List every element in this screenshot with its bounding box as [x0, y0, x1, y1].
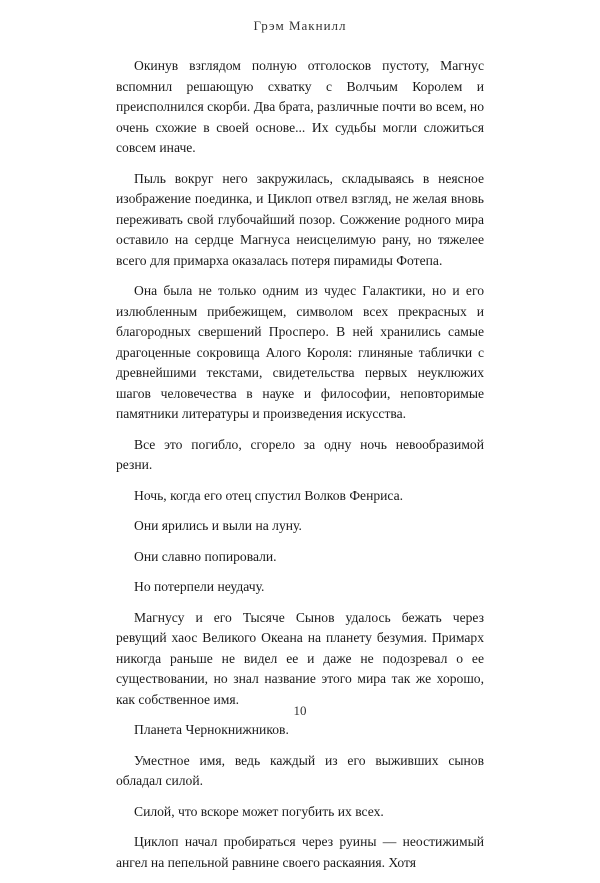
paragraph: Она была не только одним из чудес Галактики, но и его излюбленным прибежищем, символом всех прекрасных и благородных свершений Просперо. В ней хранились самые драгоценные сокровища Алого Короля: глиняные таблички с древнейшими текстами, свидетельства первых неуклюжих шагов человечества в науке и философии, неповторимые памятники литературы и произведения искусства. — [116, 283, 484, 421]
paragraph: Ночь, когда его отец спустил Волков Фенриса. — [134, 487, 404, 503]
paragraph: Но потерпели неудачу. — [134, 579, 265, 594]
paragraph: Они славно попировали. — [134, 548, 277, 564]
running-header: Грэм Макнилл — [253, 18, 347, 33]
paragraph: Циклоп начал пробираться через руины — неостижимый ангел на пепельной равнине своего раскаяния. Хотя — [116, 834, 484, 870]
paragraph: Планета Чернокнижников. — [134, 722, 289, 737]
paragraph: Они ярились и выли на луну. — [134, 518, 302, 533]
paragraph: Все это погибло, сгорело за одну ночь невообразимой резни. — [116, 436, 484, 472]
paragraph: Пыль вокруг него закружилась, складываясь в неясное изображение поединка, и Циклоп отвел взгляд, не желая вновь переживать свой глубочайший позор. Сожжение родного мира оставило на сердце Магнуса неисцелимую рану, но тяжелее всего для примарха оказалась потеря пирамиды Фотепа. — [116, 170, 484, 268]
paragraph: Силой, что вскоре может погубить их всех. — [134, 803, 384, 819]
paragraph: Уместное имя, ведь каждый из его выживших сынов обладал силой. — [116, 752, 484, 788]
paragraph: Окинув взглядом полную отголосков пустоту, Магнус вспомнил решающую схватку с Волчьим Королем и преисполнился скорби. Два брата, различные почти во всем, но очень схожие в своей основе... Их судьбы могли сложиться совсем иначе. — [116, 58, 484, 155]
body-text — [116, 56, 484, 883]
page-number: 10 — [293, 703, 307, 718]
paragraph: Магнусу и его Тысяче Сынов удалось бежать через ревущий хаос Великого Океана на планету безумия. Примарх никогда раньше не видел ее и даже не подозревал о ее существовании, но знал название этого мира так же хорошо, как собственное имя. — [116, 609, 484, 707]
